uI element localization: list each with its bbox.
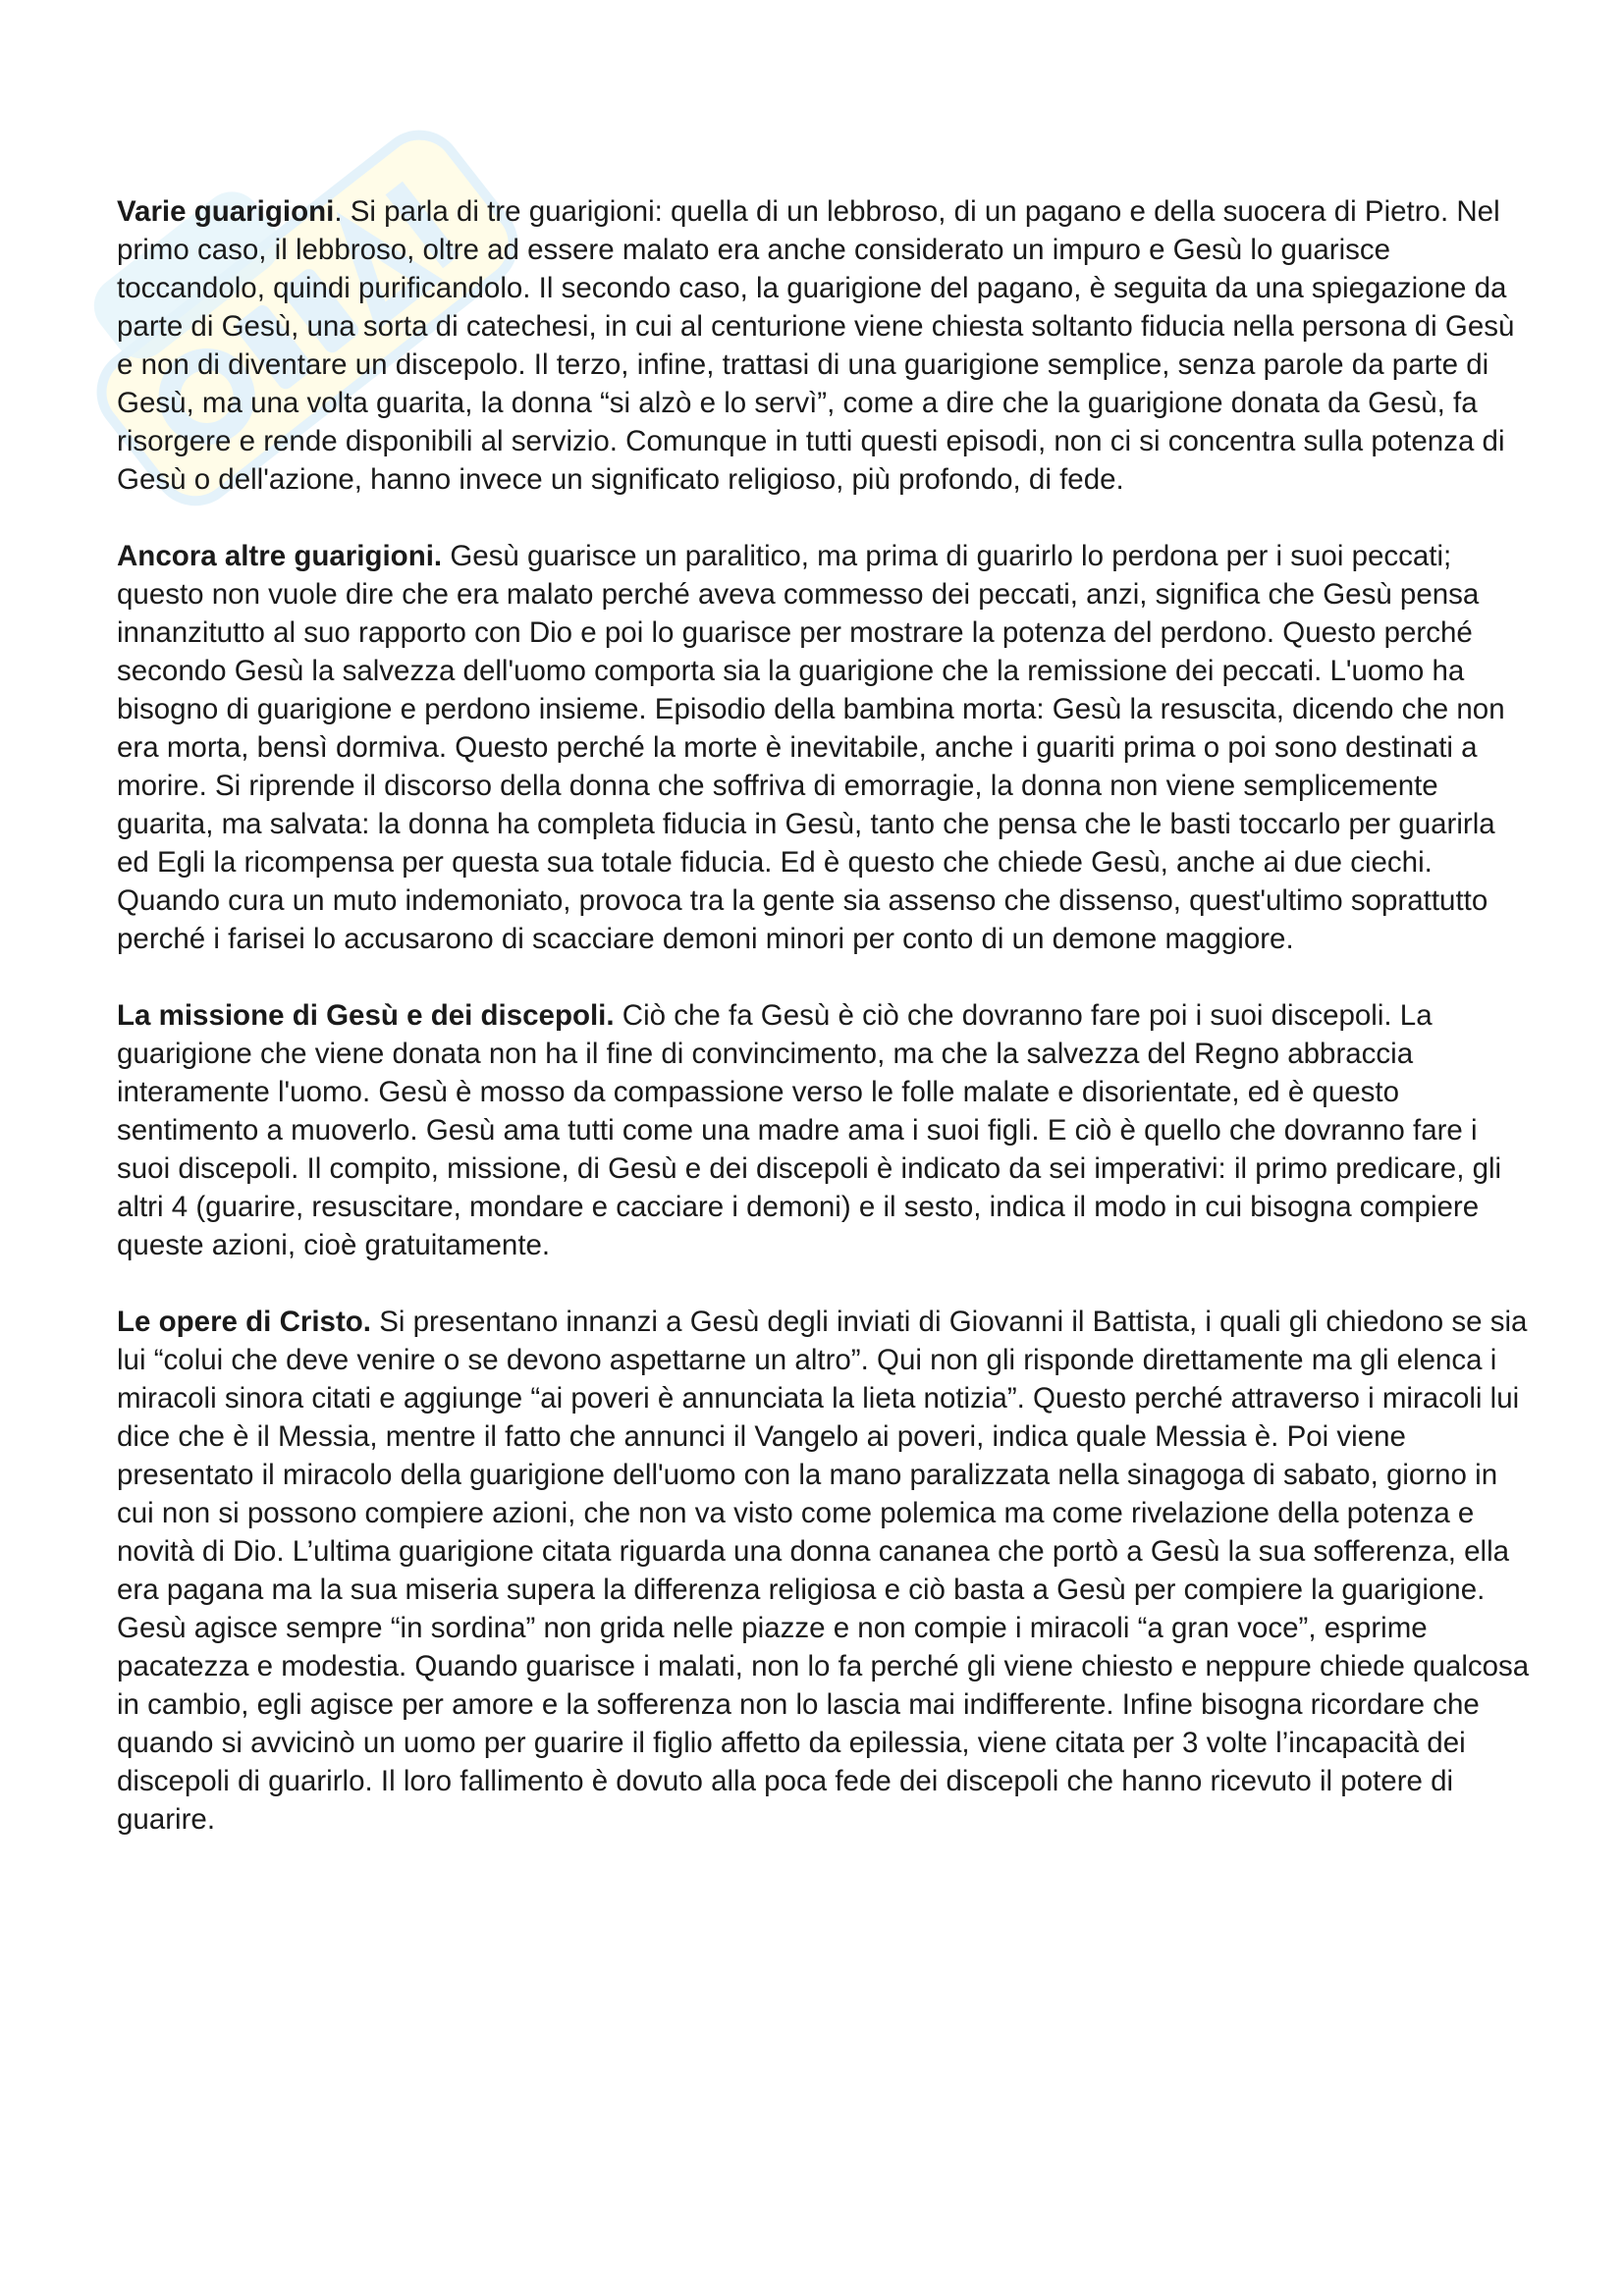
document-page [117,192,1531,1877]
section-missione-gesu-discepoli [117,996,1531,1264]
section-heading: Le opere di Cristo. [117,1306,371,1338]
section-ancora-altre-guarigioni [117,537,1531,958]
section-text: Ciò che fa Gesù è ciò che dovranno fare poi i suoi discepoli. La guarigione che viene donata non ha il fine di convincimento, ma che la salvezza del Regno abbraccia interamente l'uomo. Gesù è mosso da compassione verso le folle malate e disorientate, ed è questo sentimento a muoverlo. Gesù ama tutti come una madre ama i suoi figli. E ciò è quello che dovranno fare i suoi discepoli. Il compito, missione, di Gesù e dei discepoli è indicato da sei imperativi: il primo predicare, gli altri 4 (guarire, resuscitare, mondare e cacciare i demoni) e il sesto, indica il modo in cui bisogna compiere queste azioni, cioè gratuitamente. [117,999,1502,1261]
section-opere-di-cristo [117,1303,1531,1839]
section-text: Si presentano innanzi a Gesù degli inviati di Giovanni il Battista, i quali gli chiedono se sia lui “colui che deve venire o se devono aspettarne un altro”. Qui non gli risponde direttamente ma gli elenca i miracoli sinora citati e aggiunge “ai poveri è annunciata la lieta notizia”. Questo perché attraverso i miracoli lui dice che è il Messia, mentre il fatto che annunci il Vangelo ai poveri, indica quale Messia è. Poi viene presentato il miracolo della guarigione dell'uomo con la mano paralizzata nella sinagoga di sabato, giorno in cui non si possono compiere azioni, che non va visto come polemica ma come rivelazione della potenza e novità di Dio. L’ultima guarigione citata riguarda una donna cananea che portò a Gesù la sua sofferenza, ella era pagana ma la sua miseria supera la differenza religiosa e ciò basta a Gesù per compiere la guarigione. Gesù agisce sempre “in sordina” non grida nelle piazze e non compie i miracoli “a gran voce”, esprime pacatezza e modestia. Quando guarisce i malati, non lo fa perché gli viene chiesto e neppure chiede qualcosa in cambio, egli agisce per amore e la sofferenza non lo lascia mai indifferente. Infine bisogna ricordare che quando si avvicinò un uomo per guarire il figlio affetto da epilessia, viene citata per 3 volte l’incapacità dei discepoli di guarirlo. Il loro fallimento è dovuto alla poca fede dei discepoli che hanno ricevuto il potere di guarire. [117,1306,1530,1836]
section-text: Gesù guarisce un paralitico, ma prima di guarirlo lo perdona per i suoi peccati; questo non vuole dire che era malato perché aveva commesso dei peccati, anzi, significa che Gesù pensa innanzitutto al suo rapporto con Dio e poi lo guarisce per mostrare la potenza del perdono. Questo perché secondo Gesù la salvezza dell'uomo comporta sia la guarigione che la remissione dei peccati. L'uomo ha bisogno di guarigione e perdono insieme. Episodio della bambina morta: Gesù la resuscita, dicendo che non era morta, bensì dormiva. Questo perché la morte è inevitabile, anche i guariti prima o poi sono destinati a morire. Si riprende il discorso della donna che soffriva di emorragie, la donna non viene semplicemente guarita, ma salvata: la donna ha completa fiducia in Gesù, tanto che pensa che le basti toccarlo per guarirla ed Egli la ricompensa per questa sua totale fiducia. Ed è questo che chiede Gesù, anche ai due ciechi. Quando cura un muto indemoniato, provoca tra la gente sia assenso che dissenso, quest'ultimo soprattutto perché i farisei lo accusarono di scacciare demoni minori per conto di un demone maggiore. [117,540,1505,955]
section-heading: Varie guarigioni [117,195,335,228]
section-varie-guarigioni [117,192,1531,499]
section-heading: Ancora altre guarigioni. [117,540,443,572]
heading-punctuation: . [334,195,343,228]
section-text: Si parla di tre guarigioni: quella di un lebbroso, di un pagano e della suocera di Pietro. Nel primo caso, il lebbroso, oltre ad essere malato era anche considerato un impuro e Gesù lo guarisce toccandolo, quindi purificandolo. Il secondo caso, la guarigione del pagano, è seguita da una spiegazione da parte di Gesù, una sorta di catechesi, in cui al centurione viene chiesta soltanto fiducia nella persona di Gesù e non di diventare un discepolo. Il terzo, infine, trattasi di una guarigione semplice, senza parole da parte di Gesù, ma una volta guarita, la donna “si alzò e lo servì”, come a dire che la guarigione donata da Gesù, fa risorgere e rende disponibili al servizio. Comunque in tutti questi episodi, non ci si concentra sulla potenza di Gesù o dell'azione, hanno invece un significato religioso, più profondo, di fede. [117,195,1515,496]
section-heading: La missione di Gesù e dei discepoli. [117,999,615,1032]
